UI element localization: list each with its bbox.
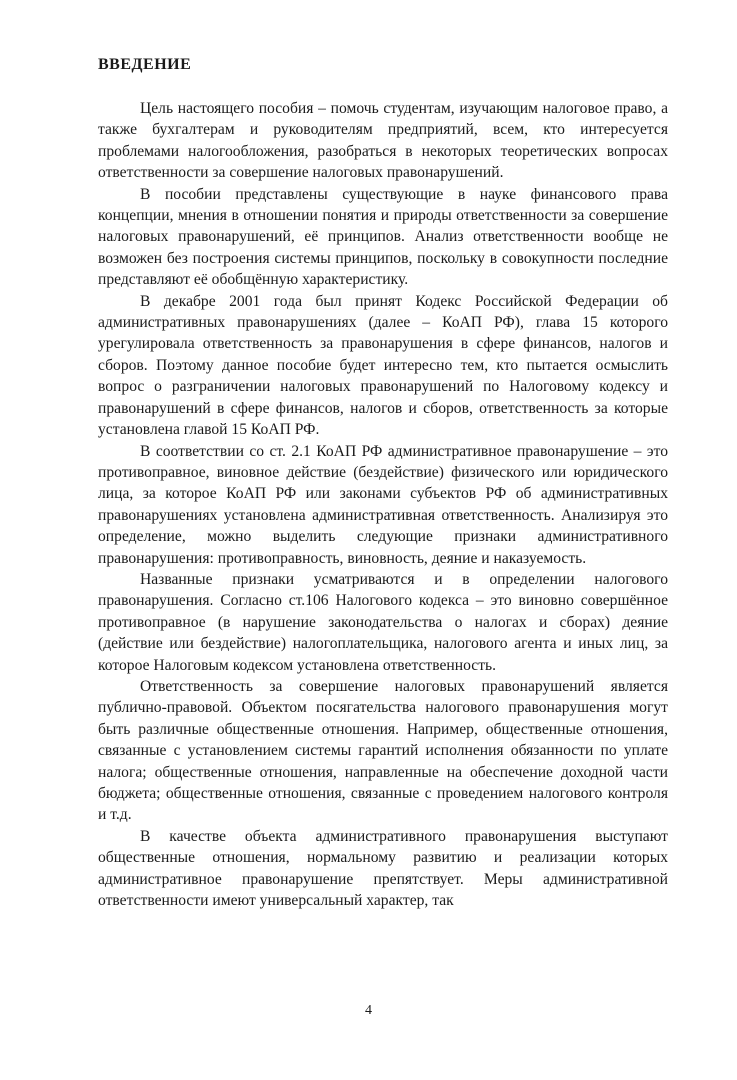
paragraph-1: Цель настоящего пособия – помочь студентам, изучающим налоговое право, а также бухгалтерам и руководителям предприятий, всем, кто интересуется проблемами налогообложения, разобраться в некоторых теоретических вопросах ответственности за совершение налоговых правонарушений. [98,100,668,182]
body-text [98,98,668,911]
paragraph-6: Ответственность за совершение налоговых правонарушений является публично-правовой. Объектом посягательства налогового правонарушения могут быть различные общественные отношения. Например, общественные отношения, связанные с установлением системы гарантий исполнения обязанности по уплате налога; общественные отношения, направленные на обеспечение доходной части бюджета; общественные отношения, связанные с проведением налогового контроля и т.д. [98,677,668,824]
section-heading: ВВЕДЕНИЕ [98,56,192,73]
paragraph-3: В декабре 2001 года был принят Кодекс Российской Федерации об административных правонарушениях (далее – КоАП РФ), глава 15 которого урегулировала ответственность за правонарушения в сфере финансов, налогов и сборов. Поэтому данное пособие будет интересно тем, кто пытается осмыслить вопрос о разграничении налоговых правонарушений по Налоговому кодексу и правонарушений в сфере финансов, налогов и сборов, ответственность за которые установлена главой 15 КоАП РФ. [98,292,668,439]
page-number: 4 [365,1003,372,1018]
paragraph-5: Названные признаки усматриваются и в определении налогового правонарушения. Согласно ст.106 Налогового кодекса – это виновно совершённое противоправное (в нарушение законодательства о налогах и сборах) деяние (действие или бездействие) налогоплательщика, налогового агента и иных лиц, за которое Налоговым кодексом установлена ответственность. [98,570,668,674]
paragraph-2: В пособии представлены существующие в науке финансового права концепции, мнения в отношении понятия и природы ответственности за совершение налоговых правонарушений, её принципов. Анализ ответственности вообще не возможен без построения системы принципов, поскольку в совокупности последние представляют её обобщённую характеристику. [98,185,668,289]
paragraph-4: В соответствии со ст. 2.1 КоАП РФ административное правонарушение – это противоправное, виновное действие (бездействие) физического или юридического лица, за которое КоАП РФ или законами субъектов РФ об административных правонарушениях установлена административная ответственность. Анализируя это определение, можно выделить следующие признаки административного правонарушения: противоправность, виновность, деяние и наказуемость. [98,442,668,567]
paragraph-7: В качестве объекта административного правонарушения выступают общественные отношения, нормальному развитию и реализации которых административное правонарушение препятствует. Меры административной ответственности имеют универсальный характер, так [98,827,668,910]
